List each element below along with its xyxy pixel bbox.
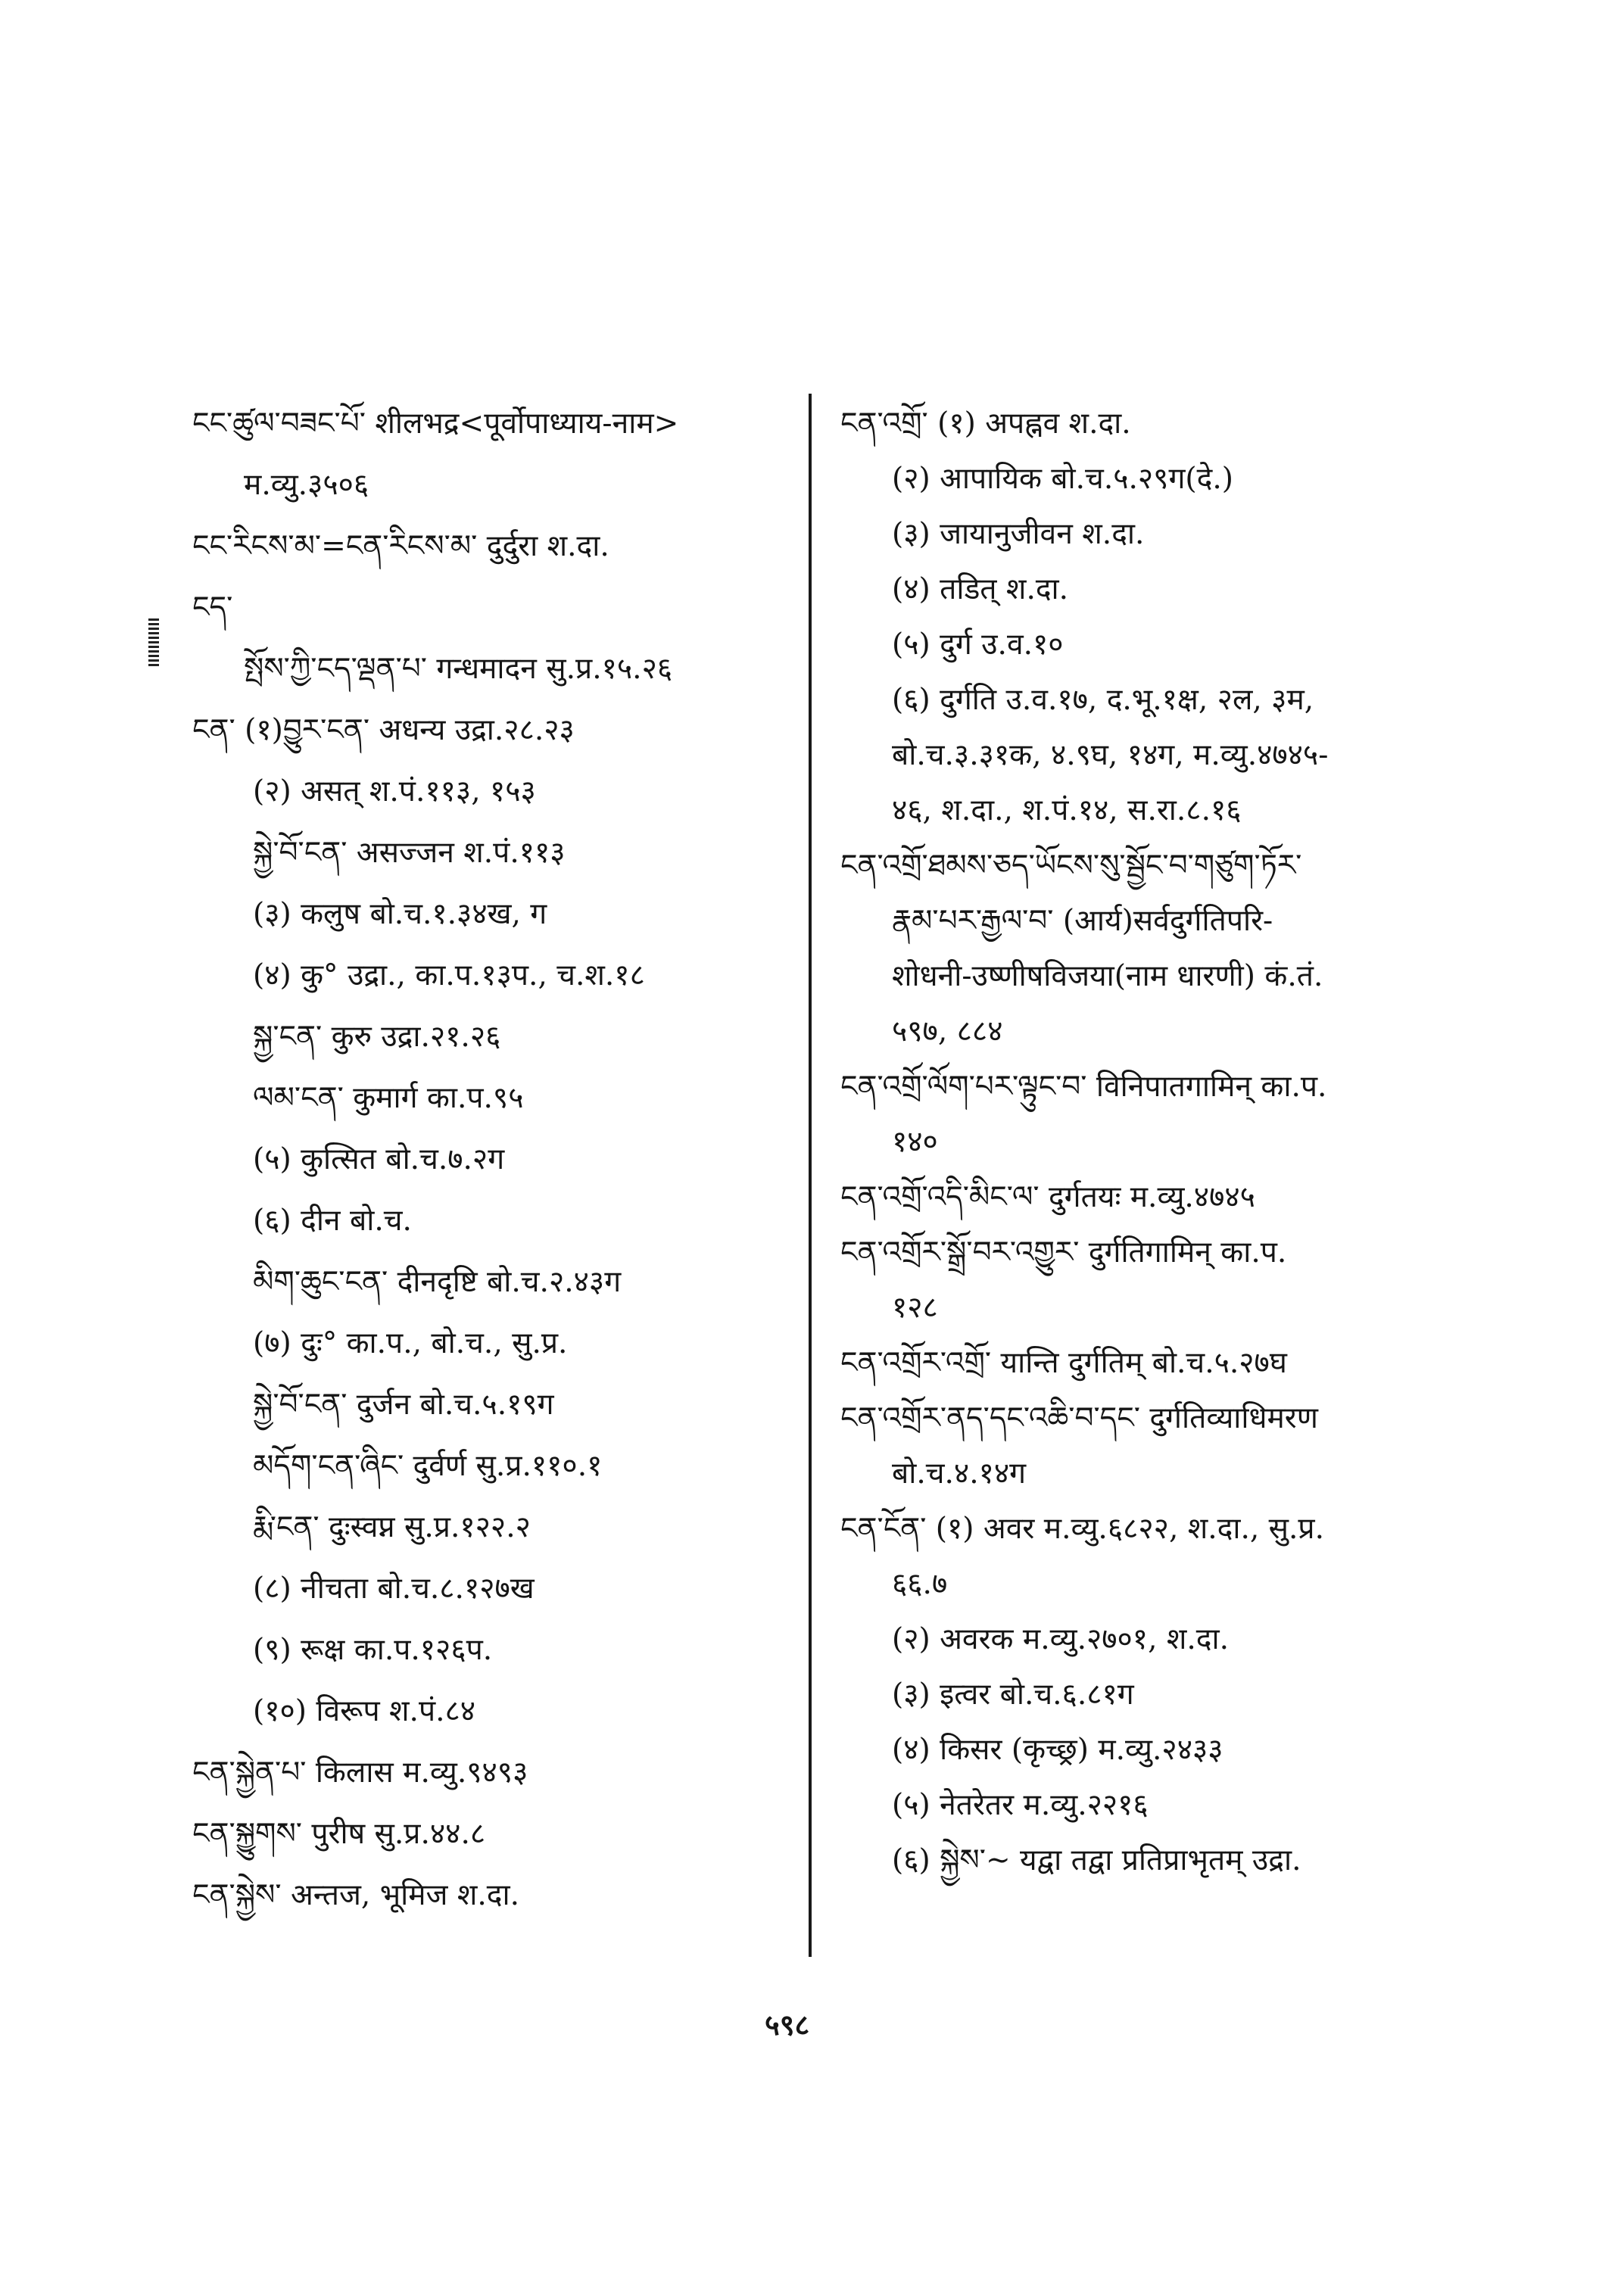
entry-line: ངན་སྐྱེན་པ་ किलास म.व्यु.९४९३ bbox=[192, 1756, 528, 1790]
entry-line: ངན་སྐྱེས་ अन्तज, भूमिज श.दा. bbox=[192, 1878, 520, 1912]
entry-line: སྤོས་ཀྱི་ངད་ལྡན་པ་ गन्धमादन सु.प्र.१५.२६ bbox=[244, 652, 673, 686]
entry-line: ལམ་ངན་ कुमार्ग का.प.९५ bbox=[253, 1081, 524, 1115]
entry-line: ངང་ཚུལ་བཟང་པོ་ शीलभद्र<पूर्वोपाध्याय-नाम> bbox=[192, 407, 679, 441]
entry-line: (९) रूक्ष का.प.१२६प. bbox=[253, 1633, 493, 1667]
entry-line: (६) दुर्गति उ.व.१७, द.भू.१क्ष, २ल, ३म, bbox=[892, 683, 1314, 717]
entry-line: (४) कु° उद्रा., का.प.१३प., च.श.१८ bbox=[253, 958, 645, 992]
entry-line: (६) སྐྱེས་~ यद्वा तद्वा प्रतिप्राभृतम् उद्रा. bbox=[892, 1843, 1301, 1877]
entry-line: ५९७, ८८४ bbox=[892, 1014, 1003, 1048]
entry-line: १४० bbox=[892, 1125, 938, 1159]
entry-line: རྣམ་པར་རྒྱལ་བ་ (आर्य)सर्वदुर्गतिपरि- bbox=[892, 904, 1273, 938]
entry-line: མདོག་ངན་ཞིང་ दुर्वर्ण सु.प्र.११०.१ bbox=[253, 1449, 603, 1483]
entry-line: (३) इत्वर बो.च.६.८१ग bbox=[892, 1678, 1134, 1712]
column-divider bbox=[809, 394, 812, 1957]
entry-line: (७) दुः° का.प., बो.च., सु.प्र. bbox=[253, 1326, 568, 1360]
entry-line: ངན་ (१)བྱུར་ངན་ अधन्य उद्रा.२८.२३ bbox=[192, 713, 575, 747]
entry-line: ६६.७ bbox=[892, 1567, 948, 1601]
entry-line: སྐྱ་ངན་ कुरु उद्रा.२१.२६ bbox=[253, 1020, 501, 1054]
entry-line: (२) अवरक म.व्यु.२७०१, श.दा. bbox=[892, 1622, 1229, 1656]
entry-line: (२) आपायिक बो.च.५.२९ग(दे.) bbox=[892, 462, 1233, 496]
entry-line: म.व्यु.३५०६ bbox=[244, 468, 369, 502]
entry-line: མིག་ཆུང་ངན་ दीनदृष्टि बो.च.२.४३ग bbox=[253, 1265, 622, 1299]
entry-line: बो.च.३.३१क, ४.९घ, १४ग, म.व्यु.४७४५- bbox=[892, 738, 1329, 772]
entry-line: ངང་རིངས་མ་=ངན་རིངས་མ་ दुर्दुरा श.दा. bbox=[192, 529, 609, 563]
entry-line: (४) तडित् श.दा. bbox=[892, 572, 1069, 606]
entry-line: ངད་ bbox=[192, 590, 233, 625]
entry-line: (८) नीचता बो.च.८.१२७ख bbox=[253, 1572, 535, 1606]
entry-line: बो.च.४.१४ग bbox=[892, 1456, 1027, 1491]
entry-line: (५) कुत्सित बो.च.७.२ग bbox=[253, 1142, 505, 1176]
entry-line: ངན་སྐྱུགས་ पुरीष सु.प्र.४४.८ bbox=[192, 1817, 486, 1851]
entry-line: སྐྱེ་བོ་ངན་ असज्जन श.पं.११३ bbox=[253, 836, 566, 870]
entry-line: ངན་འགྲོ་ལོག་པར་ལྟུང་བ་ विनिपातगामिन् का.प. bbox=[840, 1070, 1327, 1104]
entry-line: (५) नेतरेतर म.व्यु.२२१६ bbox=[892, 1788, 1149, 1822]
entry-line: ངན་འགྲོར་ནད་དང་འཆི་བ་དང་ दुर्गतिव्याधिमरण bbox=[840, 1401, 1318, 1435]
entry-line: (६) दीन बो.च. bbox=[253, 1204, 412, 1238]
margin-mark bbox=[148, 618, 159, 668]
entry-line: (४) किसर (कृच्छ्र) म.व्यु.२४३३ bbox=[892, 1733, 1223, 1767]
entry-line: (३) जायानुजीवन श.दा. bbox=[892, 517, 1145, 551]
entry-line: (१०) विरूप श.पं.८४ bbox=[253, 1694, 476, 1728]
page-number: ५९८ bbox=[765, 2008, 810, 2042]
entry-line: (३) कलुष बो.च.१.३४ख, ग bbox=[253, 897, 547, 931]
entry-line: शोधनी-उष्णीषविजया(नाम धारणी) कं.तं. bbox=[892, 959, 1323, 993]
entry-line: སྐྱེ་བོ་ངན་ दुर्जन बो.च.५.१९ग bbox=[253, 1388, 554, 1422]
entry-line: ४६, श.दा., श.पं.१४, स.रा.८.१६ bbox=[892, 793, 1242, 827]
entry-line: (५) दुर्ग उ.व.१० bbox=[892, 628, 1064, 662]
entry-line: ངན་འགྲོར་འགྲོ་ यान्ति दुर्गतिम् बो.च.५.२७घ bbox=[840, 1346, 1287, 1380]
entry-line: ངན་འགྲོ་ཐམས་ཅད་ཡོངས་སུ་སྦྱོང་བ་གཙུག་ཏོར་ bbox=[840, 849, 1302, 883]
entry-line: १२८ bbox=[892, 1291, 938, 1325]
entry-line: རྨི་ངན་ दुःस्वप्न सु.प्र.१२२.२ bbox=[253, 1510, 531, 1544]
entry-line: (२) असत् श.पं.११३, १५३ bbox=[253, 774, 536, 808]
entry-line: ངན་འགྲོ་འདི་མིང་ལ་ दुर्गतयः म.व्यु.४७४५ bbox=[840, 1180, 1255, 1214]
entry-line: ངན་ངོན་ (१) अवर म.व्यु.६८२२, श.दा., सु.प्र. bbox=[840, 1512, 1324, 1546]
entry-line: ངན་འགྲོར་སྒྲོ་བར་འགྱུར་ दुर्गतिगामिन् का.प. bbox=[840, 1235, 1287, 1270]
entry-line: ངན་འགྲོ་ (१) अपह्नव श.दा. bbox=[840, 407, 1131, 441]
